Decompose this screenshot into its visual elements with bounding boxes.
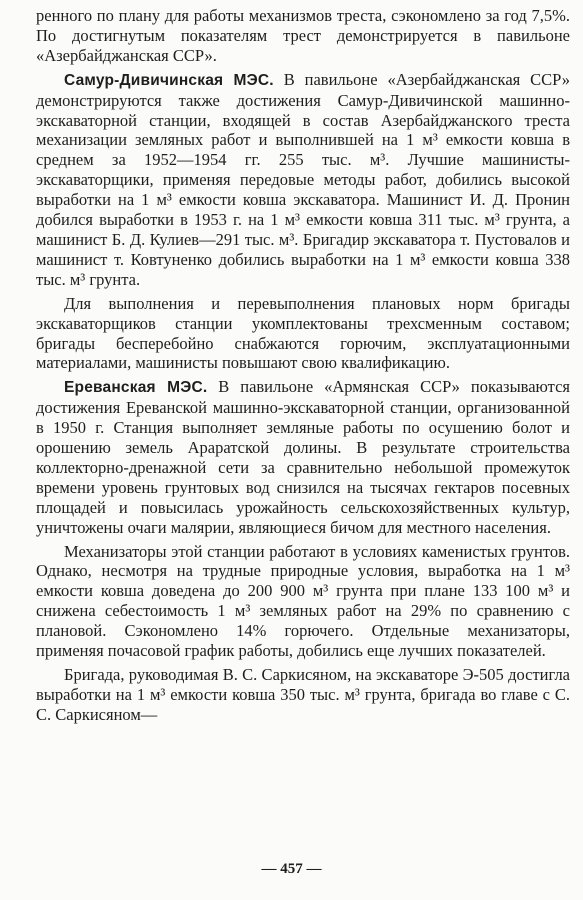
paragraph-text: Механизаторы этой станции работают в условиях каменистых грунтов. Однако, несмотря на трудные природные условия, выработка на 1 м³ емкости ковша доведена до 200 900 м³ грунта при плане 133 100 м³ и снижена себестоимость 1 м³ земляных работ на 29% по сравнению с плановой. Сэкономлено 14% горючего. Отдельные механизаторы, применяя почасовой график работы, добились еще лучших показателей. bbox=[36, 541, 570, 661]
paragraph-text: Бригада, руководимая В. С. Саркисяном, на экскаваторе Э-505 достигла выработки на 1 м³ емкости ковша 350 тыс. м³ грунта, бригада во главе с С. С. Саркисяном— bbox=[36, 665, 570, 724]
paragraph-text: ренного по плану для работы механизмов треста, сэкономлено за год 7,5%. По достигнутым показателям трест демонстрируется в павильоне «Азербайджанская ССР». bbox=[36, 6, 570, 65]
paragraph-sarkisyan-brigade bbox=[36, 665, 570, 725]
paragraph-text: В павильоне «Армянская ССР» показываются достижения Ереванской машинно-экскаваторной станции, организованной в 1950 г. Станция выполняет земляные работы по осушению болот и орошению земель Араратской долины. В результате строительства коллекторно-дренажной сети за сравнительно небольшой промежуток времени уровень грунтовых вод снизился на тысячах гектаров посевных площадей и повысилась урожайность сельскохозяйственных культур, уничтожены очаги малярии, являющиеся бичом для местного населения. bbox=[36, 377, 570, 537]
section-heading-erevan: Ереванская МЭС. bbox=[64, 379, 208, 397]
paragraph-text: В павильоне «Азербайджанская ССР» демонстрируются также достижения Самур-Дивичинской машинно-экскаваторной станции, входящей в состав Азербайджанского треста механизации земляных работ и выполнившей на 1 м³ емкости ковша в среднем за 1952—1954 гг. 255 тыс. м³. Лучшие машинисты-экскаваторщики, применяя передовые методы работ, добились высокой выработки на 1 м³ емкости ковша экскаватора. Машинист И. Д. Пронин добился выработки в 1953 г. на 1 м³ емкости ковша 311 тыс. м³ грунта, а машинист Б. Д. Кулиев—291 тыс. м³. Бригадир экскаватора т. Пустовалов и машинист т. Ковтуненко добились выработки на 1 м³ емкости ковша 338 тыс. м³ грунта. bbox=[36, 69, 570, 289]
paragraph-continuation bbox=[36, 6, 570, 66]
section-heading-samur-divichi: Самур-Дивичинская МЭС. bbox=[64, 71, 274, 89]
paragraph-erevan bbox=[36, 377, 570, 537]
paragraph-mechanizers bbox=[36, 542, 570, 661]
paragraph-samur-divichi bbox=[36, 70, 570, 290]
page-number: — 457 — bbox=[261, 861, 322, 877]
paragraph-text: Для выполнения и перевыполнения плановых норм бригады экскаваторщиков станции укомплектованы трехсменным составом; бригады бесперебойно снабжаются горючим, эксплуатационными материалами, машинисты повышают свою квалификацию. bbox=[36, 293, 570, 373]
paragraph-brigades bbox=[36, 294, 570, 374]
